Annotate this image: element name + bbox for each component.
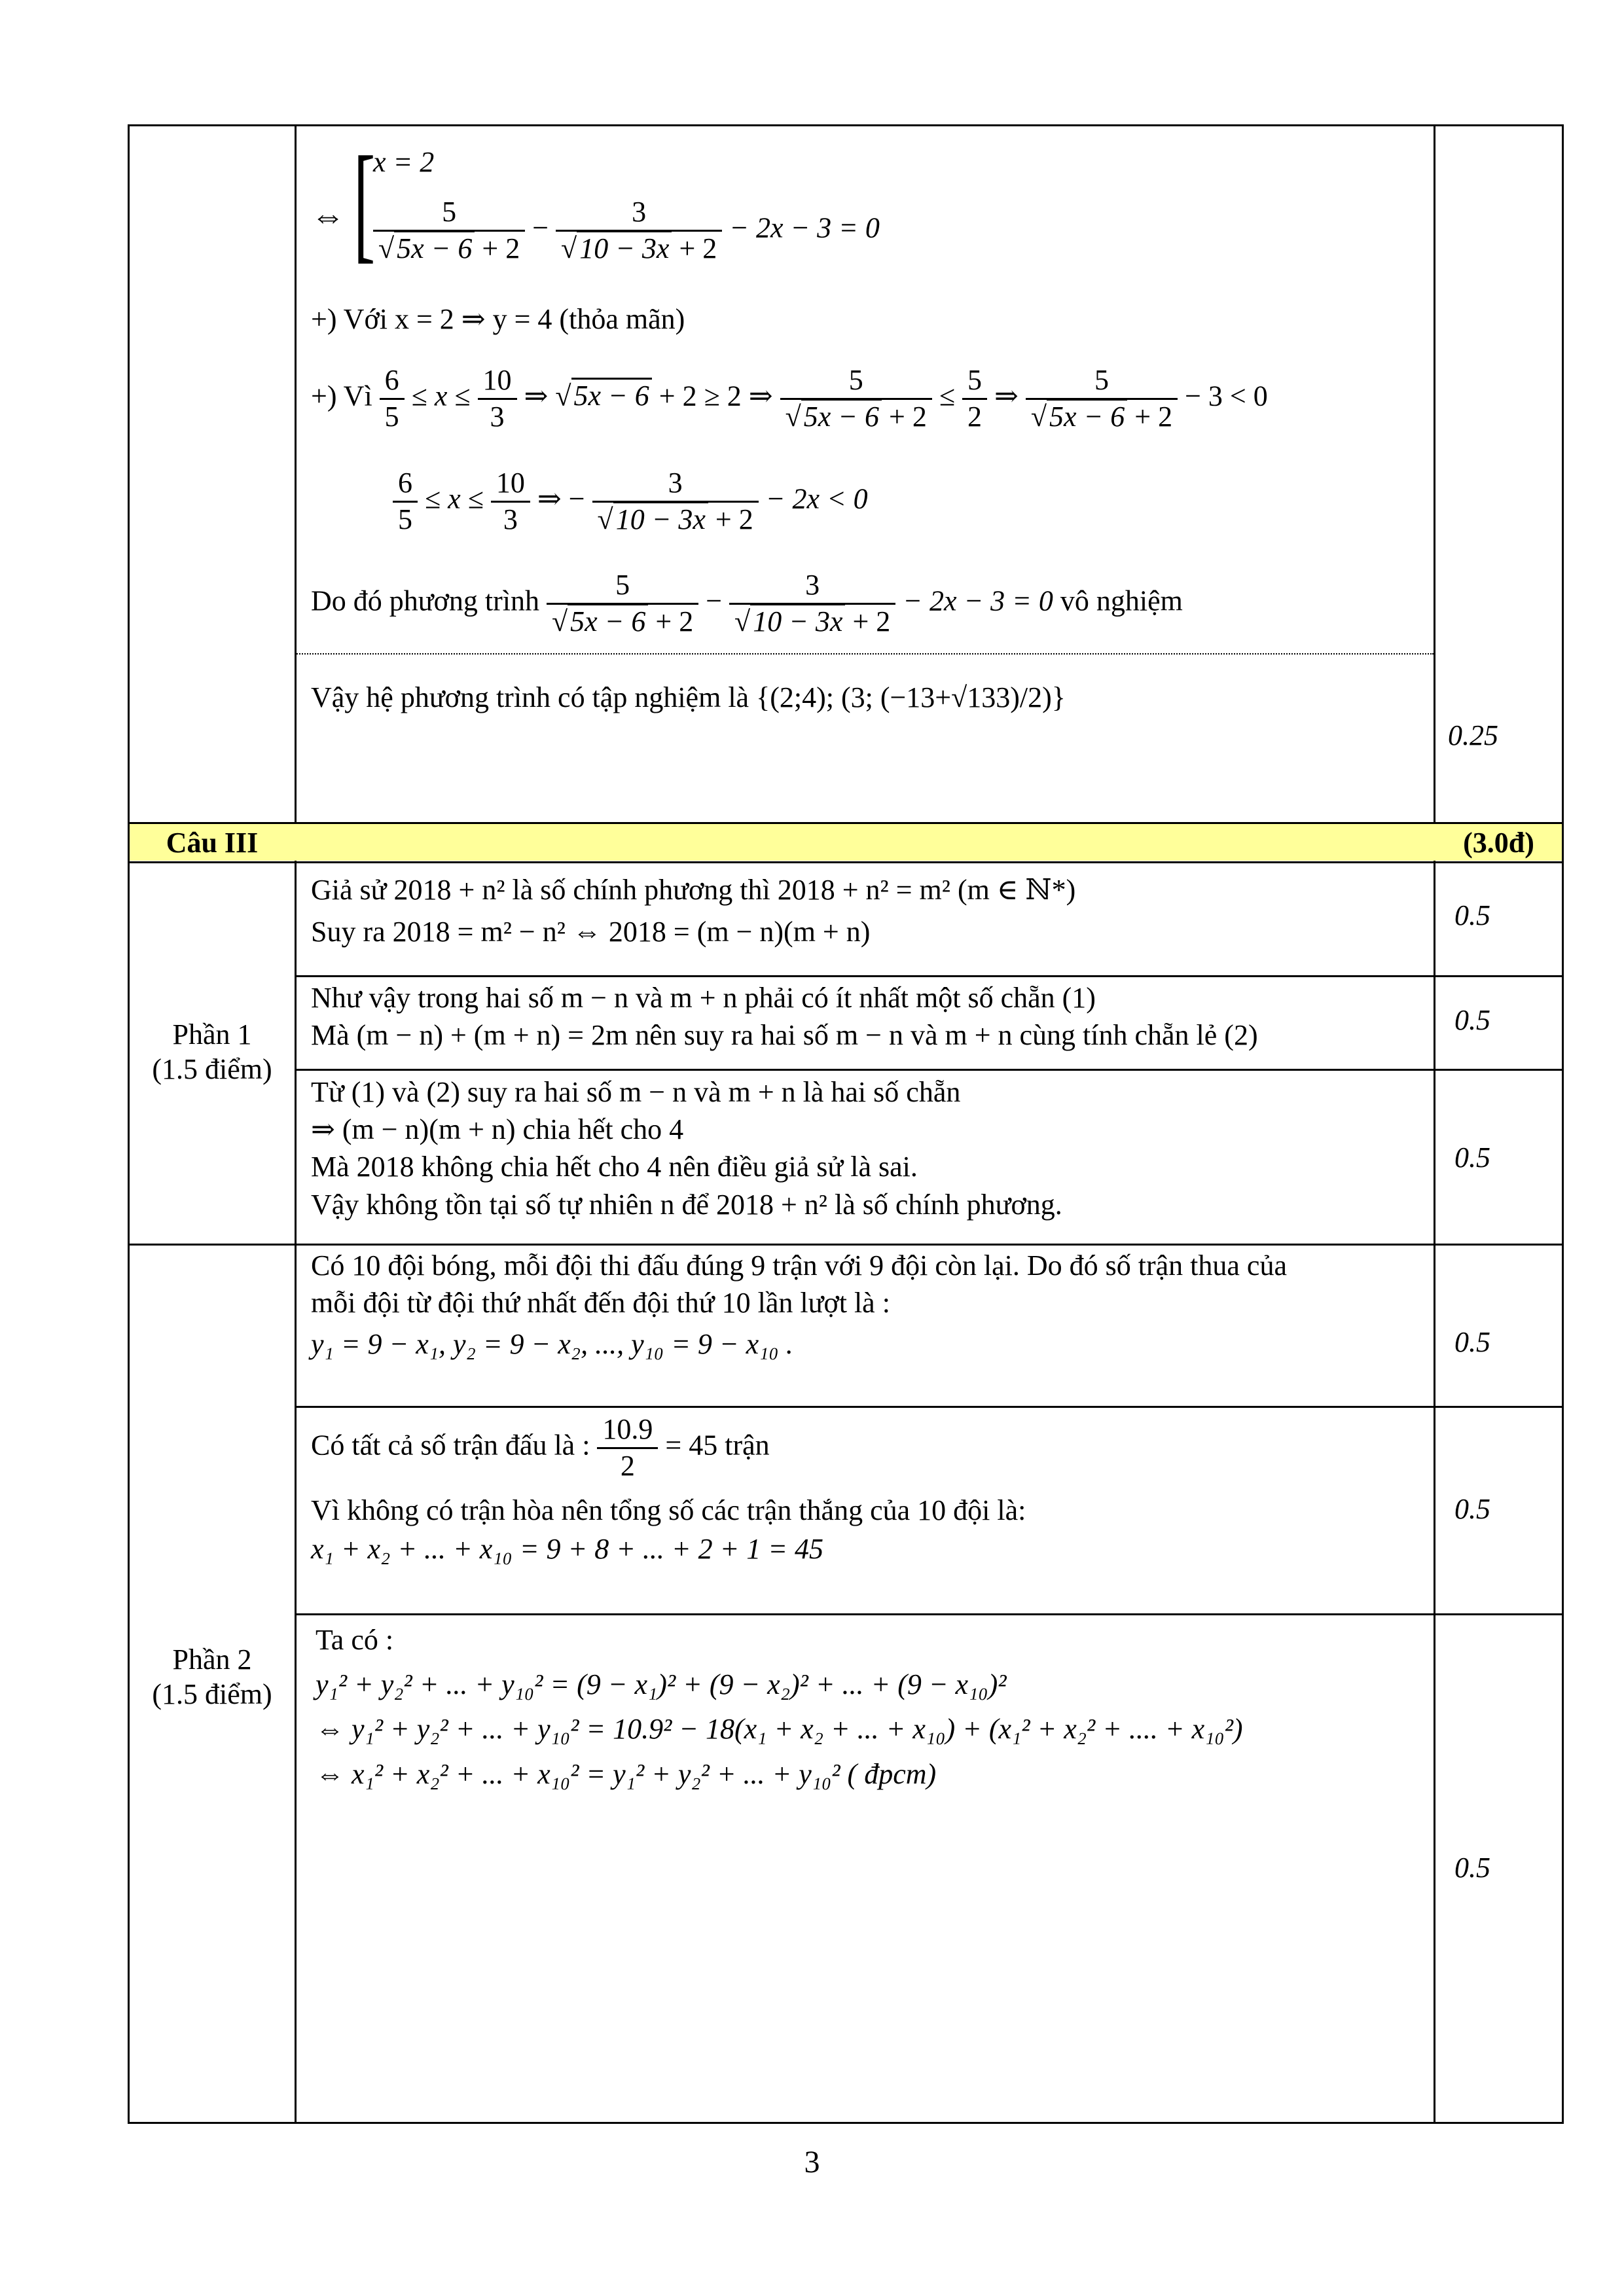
score-top: 0.25 bbox=[1448, 719, 1498, 751]
case-bracket: [ bbox=[353, 130, 376, 275]
part2-row2-rest: Vì không có trận hòa nên tổng số các trận thắng của 10 đội là: x₁ + x₂ + ... + x₁₀ = 9 + 8 + ... + 2 + 1 = 45 bbox=[311, 1494, 1026, 1566]
header-bottom-border bbox=[128, 861, 1564, 863]
part2-divider-1 bbox=[295, 1406, 1562, 1408]
bound-line-2: $\frac{6}{5}$ ≤ x ≤ $\frac{10}{3}$ ⇒ − $\frac{3}{√10 - 3x + 2}$ − 2x < 0 bbox=[393, 466, 868, 537]
table-left-border bbox=[128, 124, 130, 2122]
part2-row1: Có 10 đội bóng, mỗi đội thi đấu đúng 9 trận với 9 đội còn lại. Do đó số trận thua của mỗi đội từ đội thứ nhất đến đội thứ 10 lần lượt là : y₁ = 9 − x₁, y₂ = 9 − x₂, ..., y₁₀ = 9 − x₁₀ . bbox=[311, 1249, 1287, 1361]
part1-row2: Như vậy trong hai số m − n và m + n phải có ít nhất một số chẵn (1) Mà (m − n) + (m + n) = 2m nên suy ra hai số m − n và m + n cùng tính chẵn lẻ (2) bbox=[311, 982, 1258, 1052]
bound-line-1: +) Vì $\frac{6}{5}$ ≤ x ≤ $\frac{10}{3}$ ⇒ √5x − 6 + 2 ≥ 2 ⇒ $\frac{5}{√5x - 6 + 2}$ ≤ $\frac{5}{2}$ ⇒ $\frac{5}{√5x - 6 + 2}$ − 3 < 0 bbox=[311, 364, 1268, 433]
part-divider bbox=[128, 1244, 1564, 1246]
part2-row2-line1: Có tất cả số trận đấu là : $\frac{10.9}{2}$ = 45 trận bbox=[311, 1413, 770, 1482]
part2-row2-score: 0.5 bbox=[1454, 1493, 1490, 1525]
table-bottom-border bbox=[128, 2122, 1564, 2124]
page-number: 3 bbox=[804, 2145, 820, 2179]
part1-row1-score: 0.5 bbox=[1454, 899, 1490, 931]
part1-row3-score: 0.5 bbox=[1454, 1141, 1490, 1174]
part1-row3: Từ (1) và (2) suy ra hai số m − n và m + n là hai số chẵn ⇒ (m − n)(m + n) chia hết cho 4 Mà 2018 không chia hết cho 4 nên điều giả sử là sai. Vậy không tồn tại số tự nhiên n để 2018 + n² là số chính phương. bbox=[311, 1076, 1062, 1221]
solution-set-value: {(2;4); (3; (−13+√133)/2)} bbox=[756, 681, 1066, 713]
part1-divider-1 bbox=[295, 975, 1562, 977]
case-x-equals-2: x = 2 bbox=[373, 146, 435, 178]
solution-set-line: Vậy hệ phương trình có tập nghiệm là {(2;4); (3; (−13+√133)/2)} bbox=[311, 681, 1066, 713]
part2-label: Phần 2 (1.5 điểm) bbox=[152, 1643, 272, 1710]
part2-row1-score: 0.5 bbox=[1454, 1326, 1490, 1358]
equivalence-symbol: ⇔ bbox=[311, 198, 345, 235]
column-divider-2 bbox=[1434, 124, 1435, 2122]
part1-divider-2 bbox=[295, 1069, 1562, 1071]
section-header-bar bbox=[130, 824, 1562, 861]
section-header-label: Câu III bbox=[166, 827, 259, 859]
part1-row2-score: 0.5 bbox=[1454, 1004, 1490, 1036]
section-header-total: (3.0đ) bbox=[1463, 827, 1534, 859]
with-x2-line: +) Với x = 2 ⇒ y = 4 (thỏa mãn) bbox=[311, 303, 685, 335]
conclusion-line: Do đó phương trình $\frac{5}{√5x - 6 + 2}$ − $\frac{3}{√10 - 3x + 2}$ − 2x − 3 = 0 vô nghiệm bbox=[311, 569, 1183, 637]
part1-row1: Giả sử 2018 + n² là số chính phương thì 2018 + n² = m² (m ∈ ℕ*) Suy ra 2018 = m² − n² ⇔ 2018 = (m − n)(m + n) bbox=[311, 874, 1076, 948]
part2-row3-score: 0.5 bbox=[1454, 1852, 1490, 1884]
table-top-border bbox=[128, 124, 1564, 126]
table-right-border bbox=[1562, 124, 1564, 2122]
column-divider-1 bbox=[295, 124, 297, 2122]
part2-divider-2 bbox=[295, 1613, 1562, 1615]
row-divider-top bbox=[295, 653, 1434, 655]
case-equation: $\frac{5}{√5x - 6 + 2}$ − $\frac{3}{√10 - 3x + 2}$ − 2x − 3 = 0 bbox=[373, 195, 880, 266]
part2-row3: Ta có : y₁² + y₂² + ... + y₁₀² = (9 − x₁)² + (9 − x₂)² + ... + (9 − x₁₀)² ⇔ y₁² + y₂² + ... + y₁₀² = 10.9² − 18(x₁ + x₂ + ... + x₁₀) + (x₁² + x₂² + .... + x₁₀²) ⇔ x₁² + x₂² + ... + x₁₀² = y₁² + y₂² + ... + y₁₀² ( đpcm) bbox=[316, 1624, 1243, 1790]
part1-label: Phần 1 (1.5 điểm) bbox=[152, 1018, 272, 1085]
